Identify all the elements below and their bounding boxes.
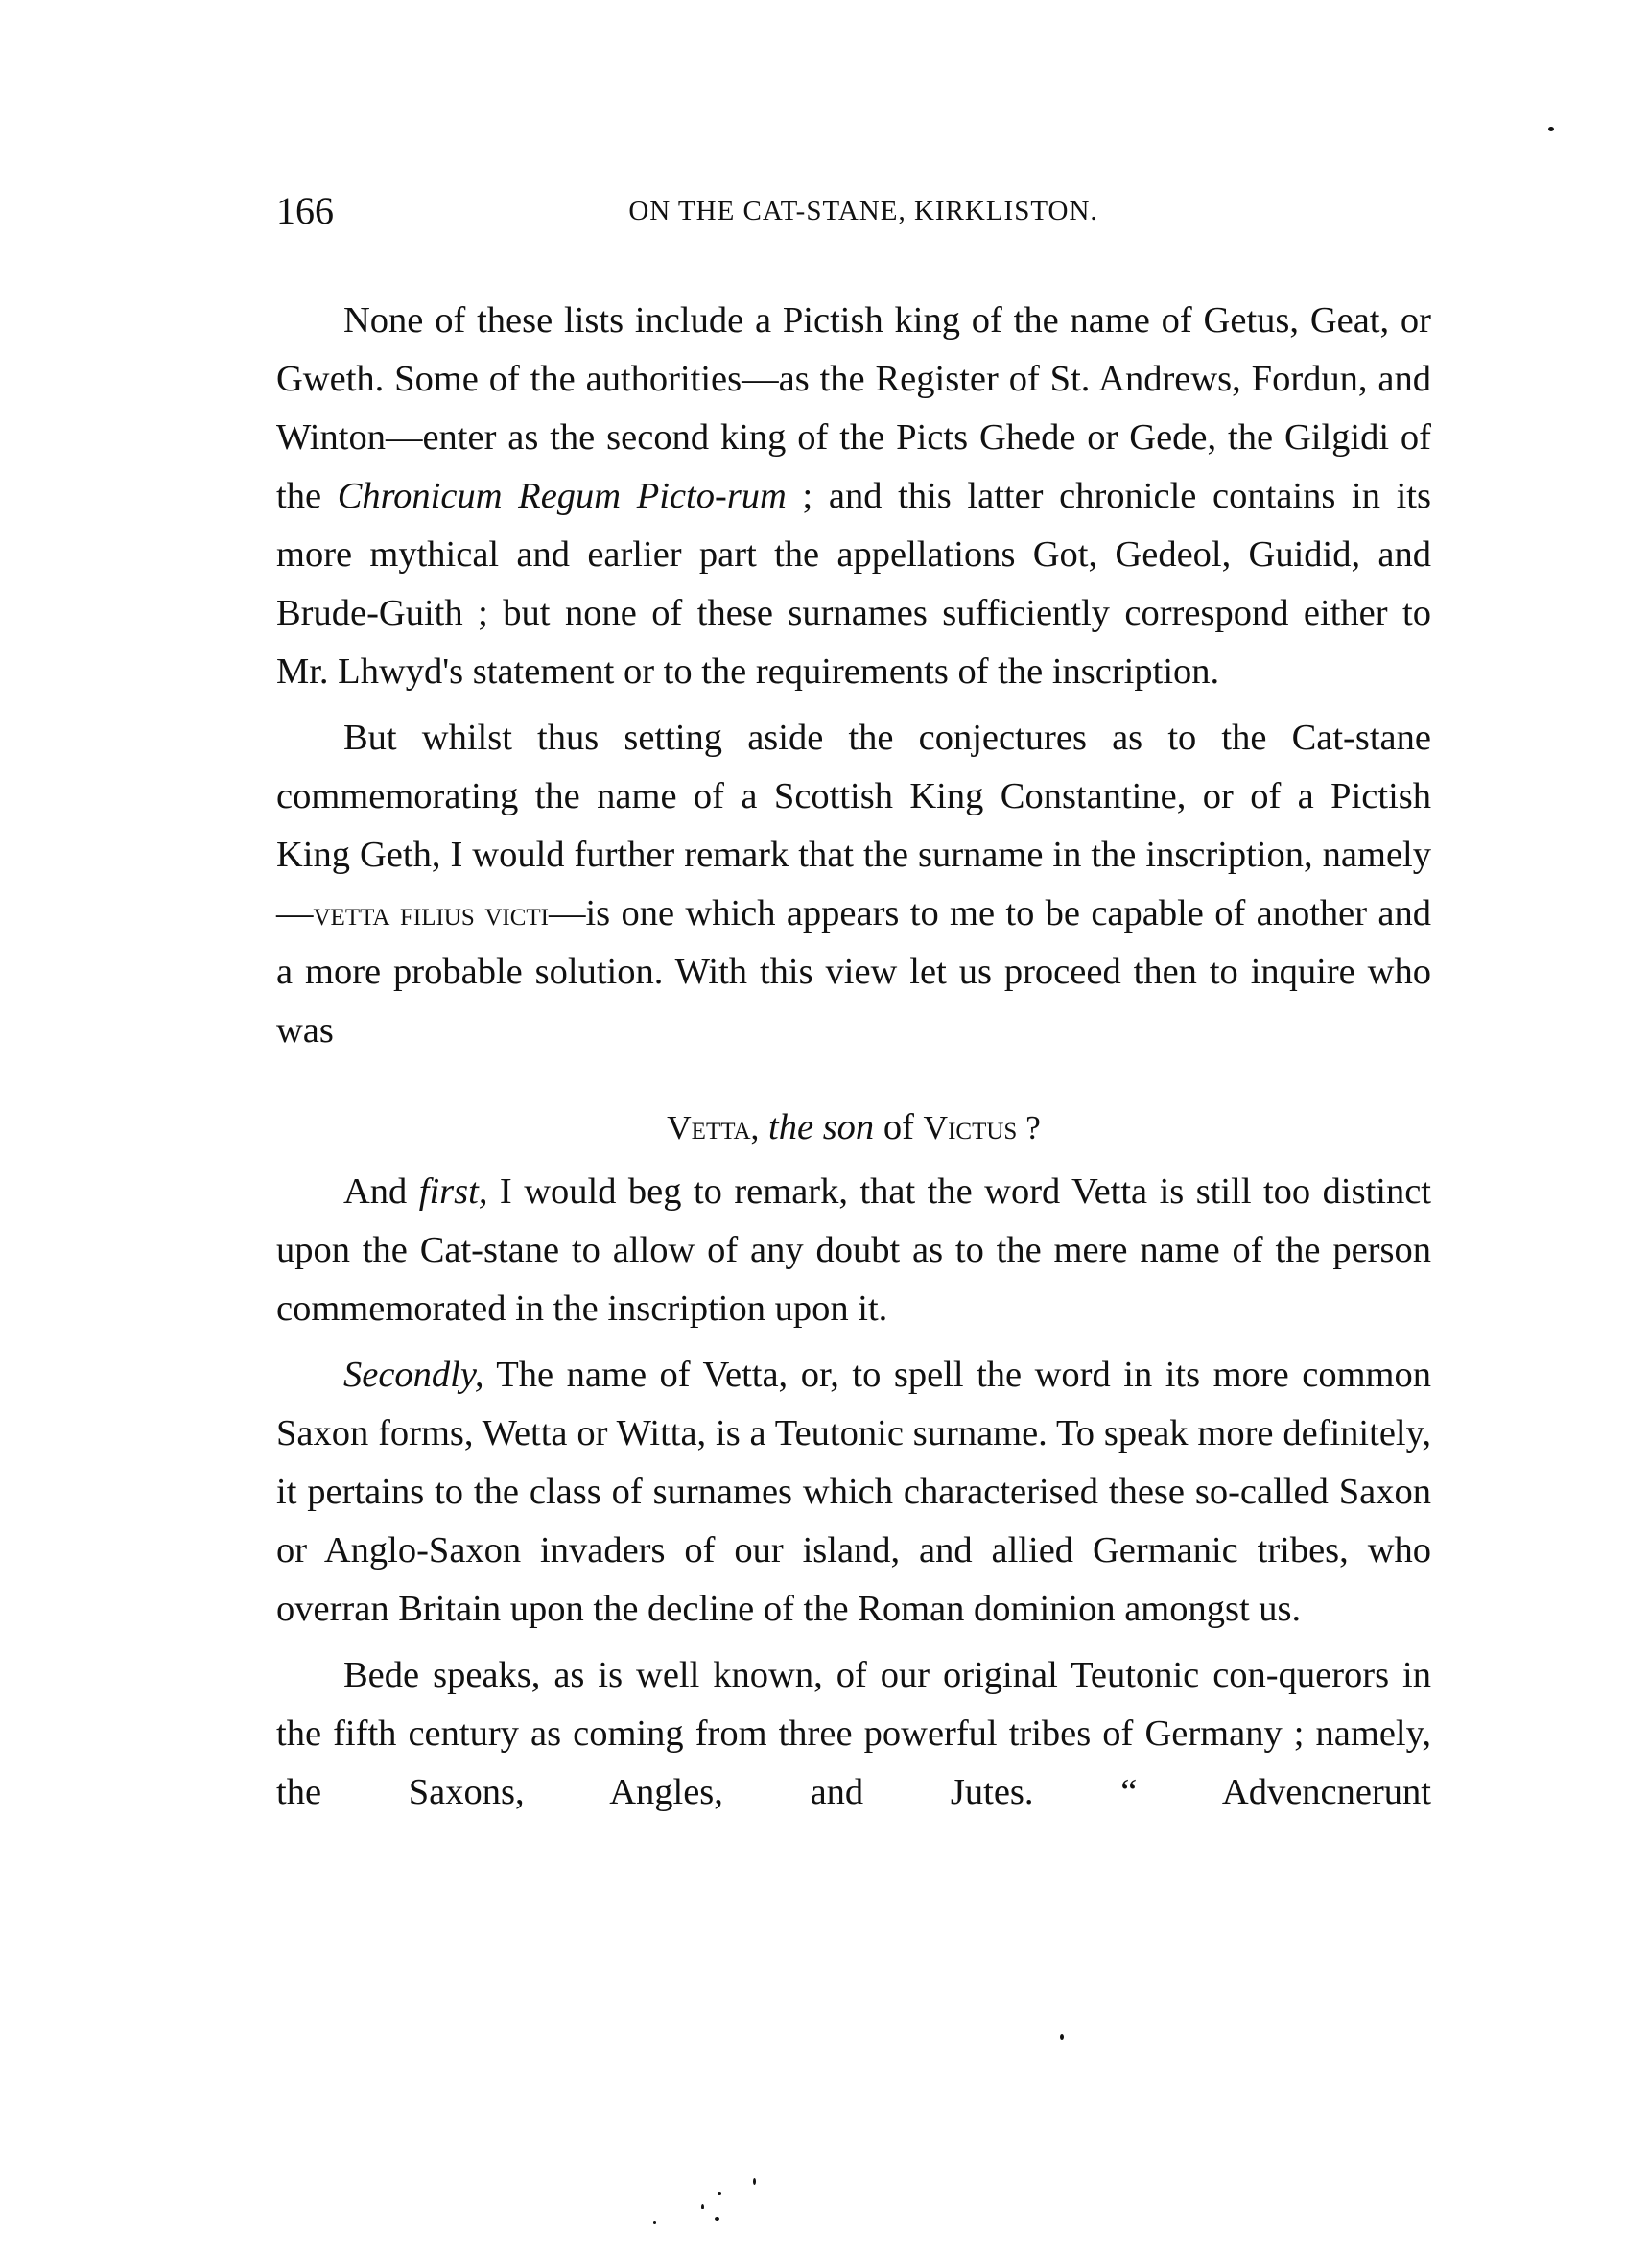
heading-name: Victus ?	[923, 1108, 1041, 1146]
paragraph-text: I would beg to remark, that the word Vetta is still too distinct upon the Cat-stane to allow of any doubt as to the mere name of the person commemorated in the inscription upon it.	[276, 1171, 1431, 1329]
paragraph	[276, 709, 1431, 1060]
paragraph	[276, 292, 1431, 701]
inscription-text: vetta filius victi	[313, 894, 549, 933]
body-text	[276, 292, 1431, 1822]
italic-word: Secondly,	[343, 1355, 484, 1395]
heading-name: Vetta,	[667, 1108, 760, 1146]
italic-word: first,	[418, 1171, 488, 1212]
scan-speck	[701, 2204, 704, 2209]
scan-speck	[1060, 2034, 1064, 2040]
italic-title: Chronicum Regum Picto-rum	[337, 476, 787, 516]
book-page	[276, 188, 1431, 1830]
scan-speck	[715, 2217, 719, 2221]
paragraph-text: Bede speaks, as is well known, of our original Teutonic con-querors in the fifth century as coming from three powerful tribes of Germany ; namely, the Saxons, Angles, and Jutes. “ Advencnerunt	[276, 1655, 1431, 1812]
heading-italic: the son	[768, 1107, 875, 1147]
paragraph	[276, 1163, 1431, 1338]
scan-speck	[718, 2192, 721, 2195]
paragraph-text: And	[343, 1171, 419, 1212]
running-title: ON THE CAT-STANE, KIRKLISTON.	[628, 196, 1098, 226]
heading-text: of	[883, 1107, 914, 1147]
scan-speck	[753, 2178, 756, 2185]
paragraph-text: But whilst thus setting aside the conjectures as to the Cat-stane commemorating the name of a Scottish King Constantine, or of a Pictish King Geth, I would further remark that the surname in the inscription, namely—	[276, 718, 1431, 933]
paragraph	[276, 1346, 1431, 1639]
paragraph-text: ; and this latter chronicle contains in its more mythical and earlier part the appellations Got, Gedeol, Guidid, and Brude-Guith ; but none of these surnames sufficiently correspond either to Mr. Lhwyd's statement or to the requirements of the inscription.	[276, 476, 1431, 692]
paragraph-text: None of these lists include a Pictish king of the name of Getus, Geat, or Gweth. Some of the authorities—as the Register of St. Andrews, Fordun, and Winton—enter as the second king of the Picts Ghede or Gede, the Gilgidi of the	[276, 300, 1431, 516]
paragraph-text: The name of Vetta, or, to spell the word in its more common Saxon forms, Wetta or Witta, is a Teutonic surname. To speak more definitely, it pertains to the class of surnames which characterised these so-called Saxon or Anglo-Saxon invaders of our island, and allied Germanic tribes, who overran Britain upon the decline of the Roman dominion amongst us.	[276, 1355, 1431, 1629]
section-heading	[276, 1099, 1431, 1157]
running-head	[276, 188, 1431, 246]
paragraph-text: —is one which appears to me to be capable of another and a more probable solution. With this view let us proceed then to inquire who was	[276, 893, 1432, 1051]
paragraph	[276, 1646, 1431, 1822]
scan-speck	[1548, 127, 1554, 131]
scan-speck	[653, 2221, 656, 2224]
page-number: 166	[276, 189, 334, 232]
